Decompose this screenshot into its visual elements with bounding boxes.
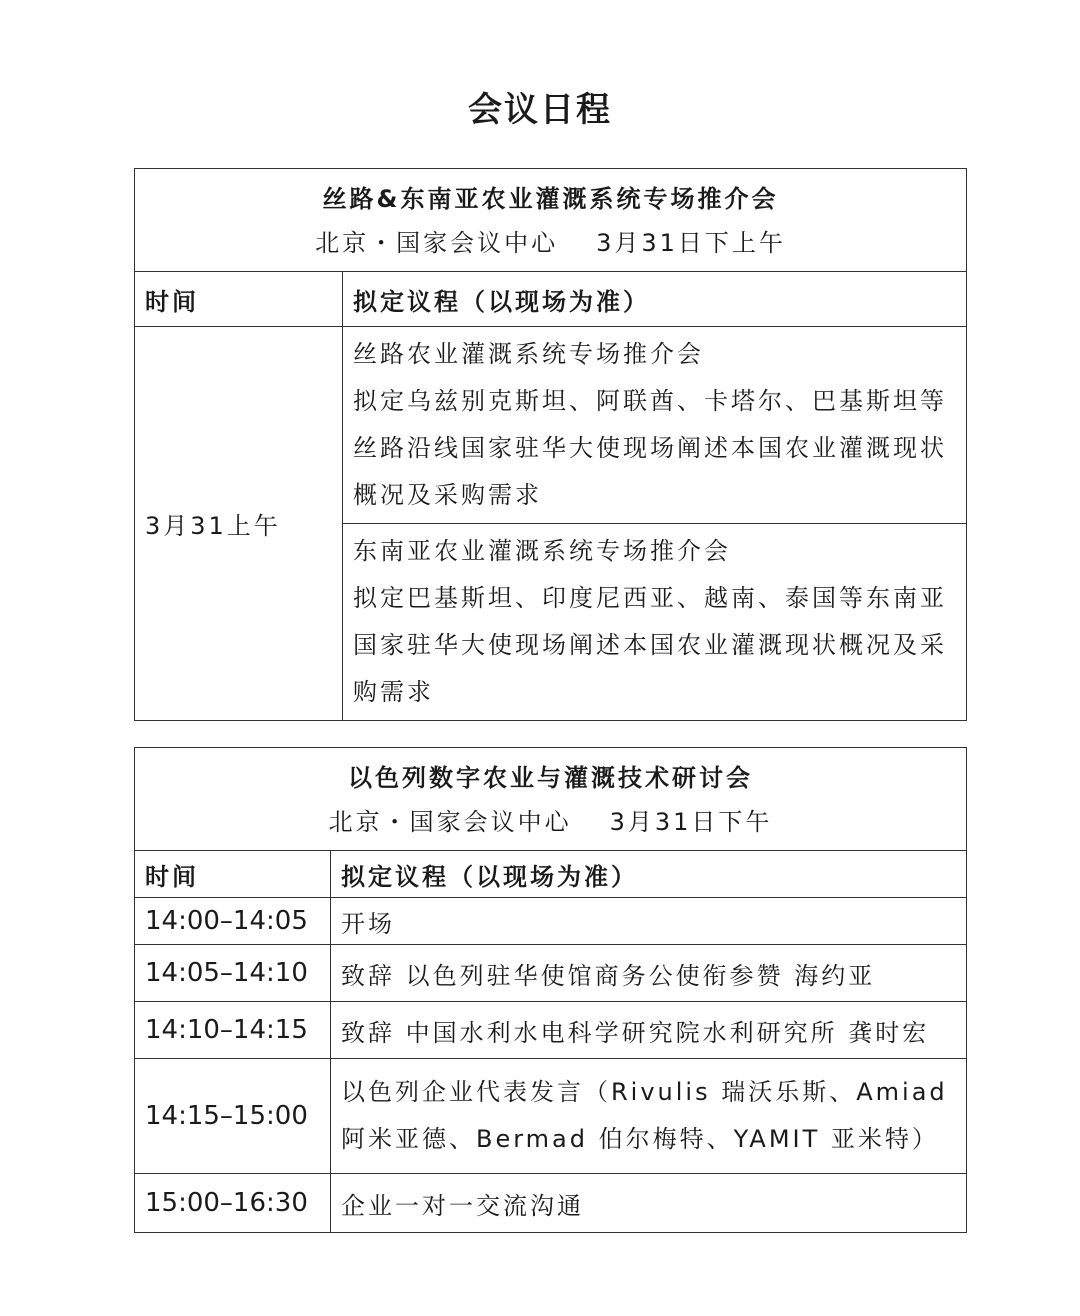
column-header-row <box>135 272 967 327</box>
table-row <box>135 327 967 524</box>
table-row <box>135 1059 967 1174</box>
agenda-cell: 企业一对一交流沟通 <box>331 1174 967 1233</box>
time-cell: 14:05–14:10 <box>135 945 331 1002</box>
time-cell: 3月31上午 <box>135 327 343 721</box>
session-venue: 北京・国家会议中心 <box>315 229 559 257</box>
table-row <box>135 1002 967 1059</box>
agenda-cell <box>343 327 967 524</box>
time-cell: 14:00–14:05 <box>135 898 331 945</box>
session-venue: 北京・国家会议中心 <box>328 808 572 836</box>
agenda-line: 国家驻华大使现场阐述本国农业灌溉现状概况及采 <box>353 631 947 659</box>
time-cell: 15:00–16:30 <box>135 1174 331 1233</box>
agenda-cell: 开场 <box>331 898 967 945</box>
session-header-row <box>135 748 967 851</box>
column-header-agenda: 拟定议程（以现场为准） <box>331 851 967 898</box>
time-cell: 14:10–14:15 <box>135 1002 331 1059</box>
column-header-time: 时间 <box>135 272 343 327</box>
session-header <box>135 169 967 272</box>
agenda-cell: 致辞 以色列驻华使馆商务公使衔参赞 海约亚 <box>331 945 967 1002</box>
column-header-time: 时间 <box>135 851 331 898</box>
session-datetime: 3月31日下上午 <box>596 229 786 257</box>
agenda-cell <box>343 524 967 721</box>
agenda-line: 东南亚农业灌溉系统专场推介会 <box>353 537 731 565</box>
schedule-table-israel <box>134 747 967 1233</box>
session-title: 丝路&东南亚农业灌溉系统专场推介会 <box>322 185 779 213</box>
time-cell: 14:15–15:00 <box>135 1059 331 1174</box>
agenda-cell <box>331 1059 967 1174</box>
agenda-cell: 致辞 中国水利水电科学研究院水利研究所 龚时宏 <box>331 1002 967 1059</box>
session-datetime: 3月31日下午 <box>609 808 773 836</box>
table-row <box>135 898 967 945</box>
session-header-row <box>135 169 967 272</box>
agenda-line: 拟定乌兹别克斯坦、阿联酋、卡塔尔、巴基斯坦等 <box>353 387 947 415</box>
agenda-line: 阿米亚德、Bermad 伯尔梅特、YAMIT 亚米特） <box>341 1125 939 1153</box>
agenda-line: 购需求 <box>353 678 434 706</box>
page-title: 会议日程 <box>468 90 612 130</box>
agenda-line: 丝路农业灌溉系统专场推介会 <box>353 340 704 368</box>
agenda-line: 概况及采购需求 <box>353 481 542 509</box>
column-header-agenda: 拟定议程（以现场为准） <box>343 272 967 327</box>
session-header <box>135 748 967 851</box>
session-venue-line <box>145 221 956 265</box>
agenda-line: 拟定巴基斯坦、印度尼西亚、越南、泰国等东南亚 <box>353 584 947 612</box>
agenda-line: 以色列企业代表发言（Rivulis 瑞沃乐斯、Amiad <box>341 1078 948 1106</box>
schedule-table-silk-road <box>134 168 967 721</box>
session-venue-line <box>145 800 956 844</box>
session-title: 以色列数字农业与灌溉技术研讨会 <box>348 764 753 792</box>
agenda-line: 丝路沿线国家驻华大使现场阐述本国农业灌溉现状 <box>353 434 947 462</box>
table-row <box>135 945 967 1002</box>
column-header-row <box>135 851 967 898</box>
table-row <box>135 1174 967 1233</box>
